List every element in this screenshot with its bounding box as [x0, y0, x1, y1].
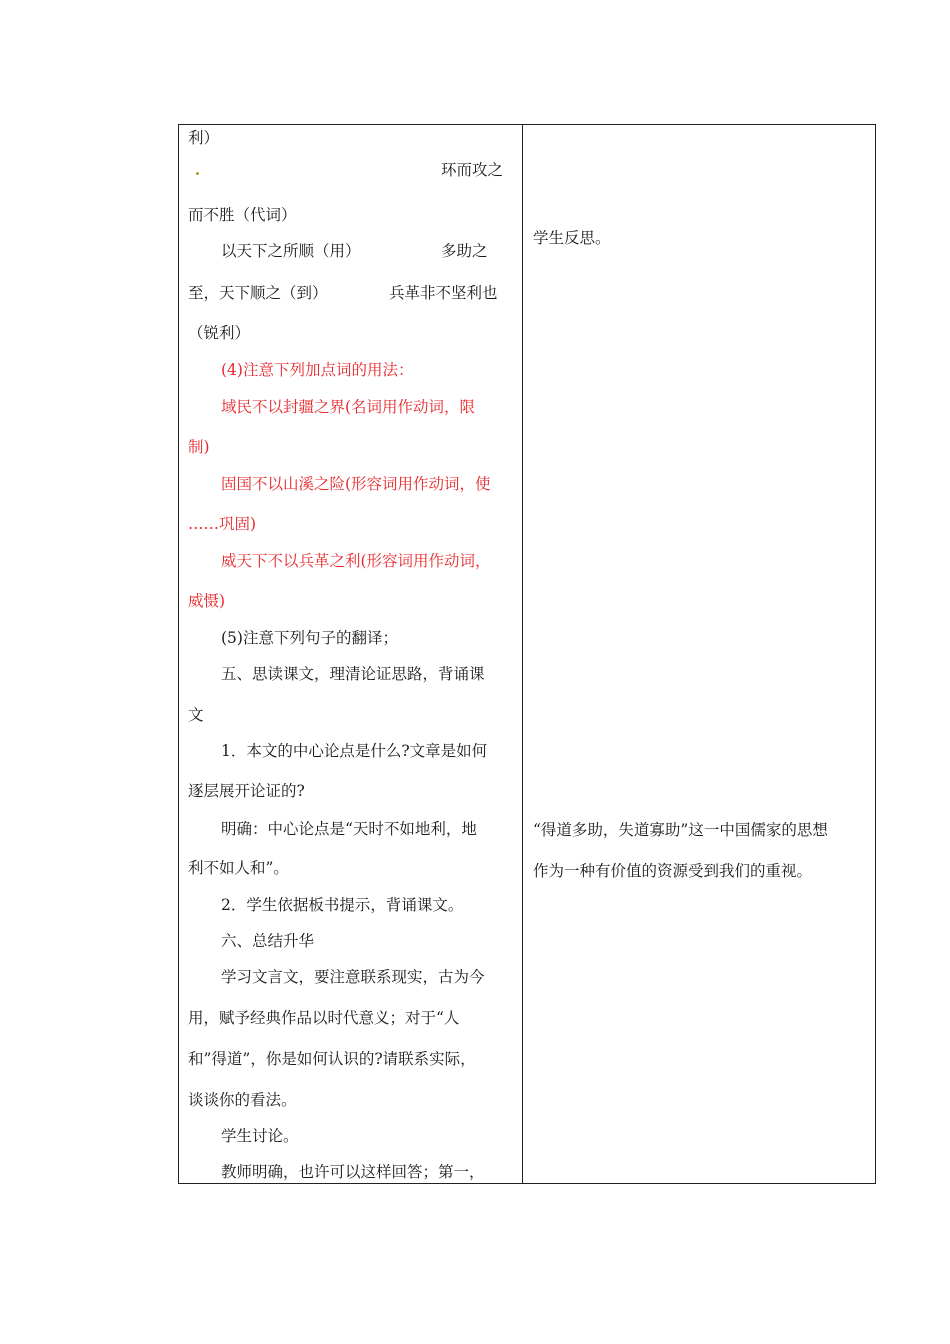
text-line: 明确：中心论点是“天时不如地利，地: [221, 820, 477, 838]
text-line: 以天下之所顺（用）: [221, 242, 361, 260]
text-line: 逐层展开论证的?: [188, 782, 305, 800]
text-line: 五、思读课文，理清论证思路，背诵课: [221, 665, 485, 683]
text-line: (5)注意下列句子的翻译；: [221, 629, 398, 647]
column-divider: [522, 125, 523, 1183]
text-line-red: 威天下不以兵革之利(形容词用作动词，: [221, 552, 491, 570]
text-line: 利）: [188, 129, 220, 147]
text-line: 和”得道”，你是如何认识的?请联系实际，: [188, 1050, 476, 1068]
text-line-red: (4)注意下列加点词的用法：: [221, 361, 414, 379]
text-line: 教师明确，也许可以这样回答；第一，: [221, 1163, 485, 1181]
right-note: 作为一种有价值的资源受到我们的重视。: [533, 862, 813, 880]
lesson-table: [178, 124, 876, 1184]
text-line: 兵革非不坚利也: [389, 284, 498, 302]
text-line: 2．学生依据板书提示，背诵课文。: [221, 896, 464, 914]
text-line: 多助之: [441, 242, 488, 260]
right-note: “得道多助，失道寡助”这一中国儒家的思想: [533, 821, 828, 839]
text-line: 至，天下顺之（到）: [188, 284, 328, 302]
text-line-red: ……巩固): [188, 515, 257, 533]
text-line: 环而攻之: [441, 161, 504, 179]
text-line: （锐利）: [188, 324, 251, 342]
text-line: 学生讨论。: [221, 1127, 299, 1145]
text-line: 六、总结升华: [221, 932, 315, 950]
text-line: 谈谈你的看法。: [188, 1091, 297, 1109]
emphasis-dot: [196, 172, 199, 175]
text-line-red: 威慑): [188, 592, 226, 610]
text-line: 文: [188, 706, 204, 724]
text-line: 用，赋予经典作品以时代意义；对于“人: [188, 1009, 460, 1027]
text-line-red: 域民不以封疆之界(名词用作动词，限: [221, 398, 476, 416]
text-line: 而不胜（代词）: [188, 206, 297, 224]
text-line-red: 制): [188, 438, 210, 456]
text-line: 1．本文的中心论点是什么?文章是如何: [221, 742, 488, 760]
text-line: 利不如人和”。: [188, 859, 289, 877]
right-note: 学生反思。: [533, 229, 611, 247]
text-line: 学习文言文，要注意联系现实，古为今: [221, 968, 485, 986]
text-line-red: 固国不以山溪之险(形容词用作动词，使: [221, 475, 491, 493]
